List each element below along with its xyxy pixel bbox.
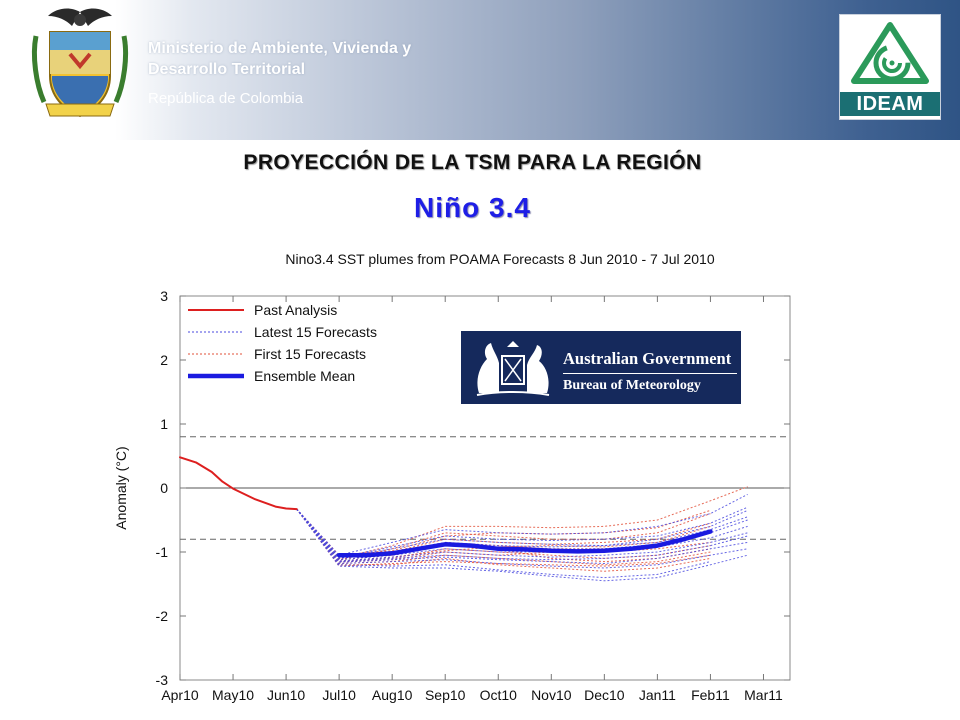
ministry-name-line-1: Ministerio de Ambiente, Vivienda y <box>148 40 412 57</box>
legend-label: Latest 15 Forecasts <box>254 324 377 340</box>
bom-logo-title: Australian Government <box>563 349 732 368</box>
colombia-coat-of-arms-icon <box>30 6 130 130</box>
ideam-label: IDEAM <box>840 92 940 116</box>
x-tick-label: Feb11 <box>691 687 730 703</box>
y-tick-label: 3 <box>160 288 168 304</box>
bom-logo-divider <box>563 373 737 374</box>
x-tick-label: Sep10 <box>424 687 466 703</box>
slide-subtitle: Niño 3.4 <box>414 192 531 223</box>
y-tick-label: 0 <box>160 480 168 496</box>
x-tick-label: Mar11 <box>744 687 783 703</box>
ministry-name-line-2: Desarrollo Territorial <box>148 61 306 78</box>
y-tick-label: -1 <box>155 544 168 560</box>
x-tick-label: Dec10 <box>584 687 625 703</box>
nino34-plume-chart <box>110 240 792 710</box>
australian-crest-icon <box>469 337 557 399</box>
republic-label: República de Colombia <box>148 90 304 107</box>
legend-label: Ensemble Mean <box>254 368 356 384</box>
x-tick-label: Nov10 <box>531 687 572 703</box>
slide-title: PROYECCIÓN DE LA TSM PARA LA REGIÓN <box>243 151 702 174</box>
x-tick-label: May10 <box>212 687 255 703</box>
y-tick-label: 2 <box>160 352 168 368</box>
y-axis-label: Anomaly (°C) <box>113 446 129 530</box>
bom-logo <box>461 331 741 404</box>
chart-title: Nino3.4 SST plumes from POAMA Forecasts 8 Jun 2010 - 7 Jul 2010 <box>285 251 715 267</box>
bom-logo-subtitle: Bureau of Meteorology <box>563 378 701 393</box>
x-tick-label: Jan11 <box>638 687 676 703</box>
x-tick-label: Jul10 <box>322 687 356 703</box>
legend-label: First 15 Forecasts <box>254 346 367 362</box>
chart-svg <box>110 240 792 710</box>
ideam-logo <box>839 14 941 120</box>
ideam-spiral-icon <box>840 15 940 91</box>
legend-label: Past Analysis <box>254 302 338 318</box>
x-tick-label: Jun10 <box>267 687 306 703</box>
x-tick-label: Oct10 <box>479 687 517 703</box>
y-tick-label: -3 <box>155 672 168 688</box>
x-tick-label: Apr10 <box>161 687 199 703</box>
header-banner <box>0 0 960 140</box>
x-tick-label: Aug10 <box>371 687 413 703</box>
y-tick-label: -2 <box>155 608 168 624</box>
y-tick-label: 1 <box>160 416 168 432</box>
